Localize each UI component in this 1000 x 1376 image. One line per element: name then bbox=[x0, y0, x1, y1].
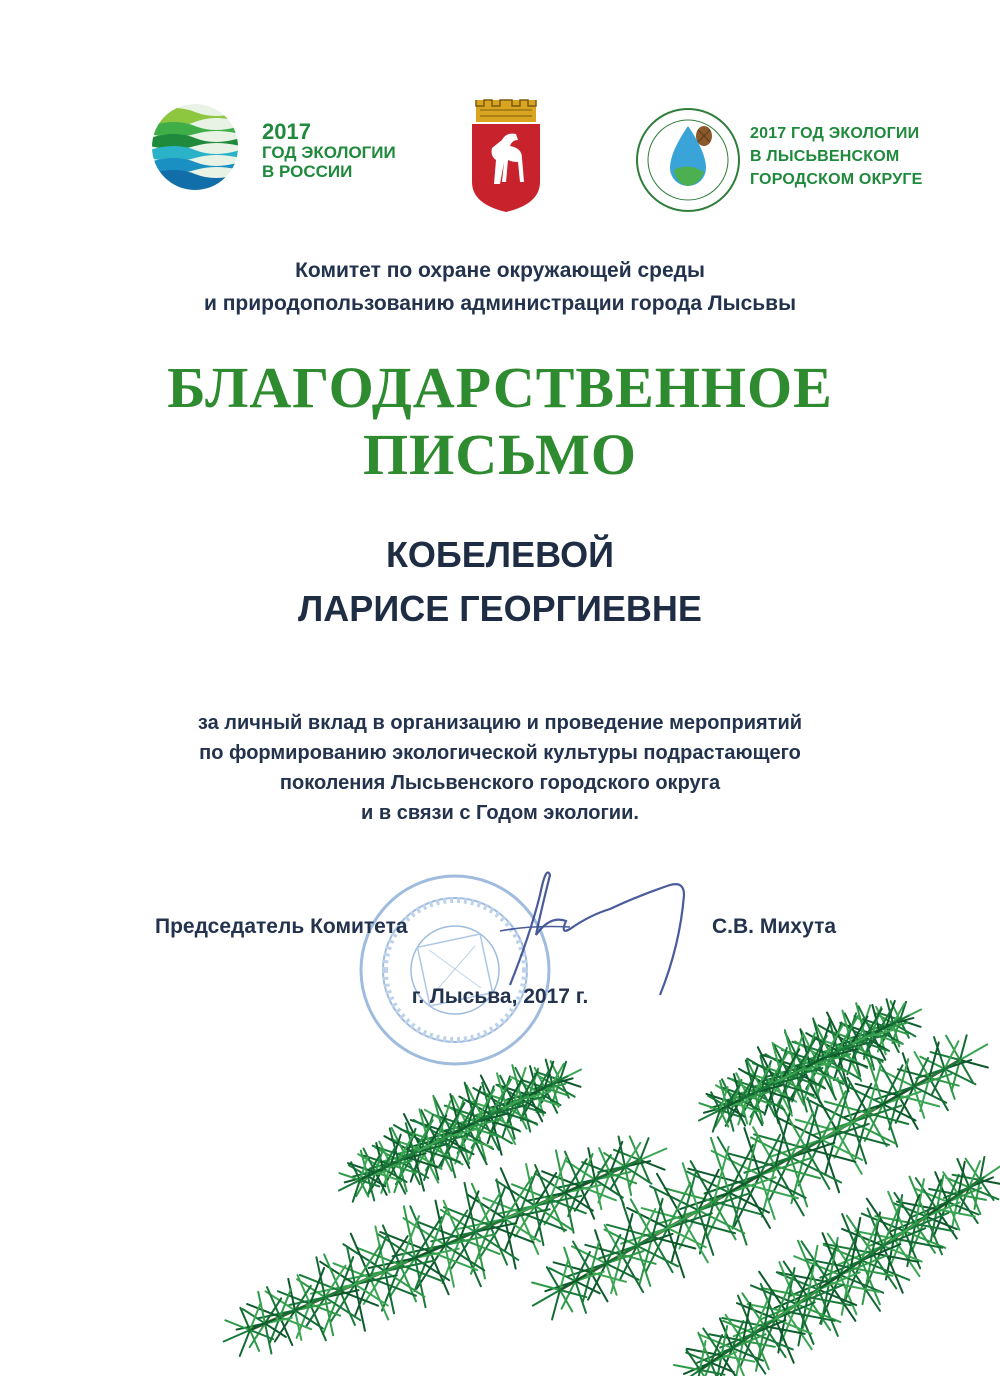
recipient-line1: КОБЕЛЕВОЙ bbox=[385, 534, 615, 575]
recipient-name bbox=[0, 528, 1000, 636]
reason-line4: и в связи с Годом экологии. bbox=[361, 802, 639, 824]
ecology-year-lysva-logo bbox=[634, 106, 954, 216]
letter-title bbox=[0, 355, 1000, 488]
handwritten-signature bbox=[470, 855, 700, 1005]
reason-line2: по формированию экологической культуры подрастающего bbox=[199, 742, 801, 764]
title-line1: БЛАГОДАРСТВЕННОЕ bbox=[167, 355, 833, 420]
right-logo-line2: В ЛЫСЬВЕНСКОМ bbox=[750, 148, 900, 166]
place-and-date: г. Лысьва, 2017 г. bbox=[411, 985, 589, 1008]
committee-line2: и природопользованию администрации города Лысьвы bbox=[203, 291, 797, 315]
signatory-name: С.В. Михута bbox=[712, 915, 837, 938]
committee-heading bbox=[0, 255, 1000, 320]
right-logo-line1: 2017 ГОД ЭКОЛОГИИ bbox=[750, 125, 920, 142]
committee-line1: Комитет по охране окружающей среды bbox=[295, 259, 705, 282]
wave-globe-icon bbox=[150, 102, 240, 192]
left-logo-line2: В РОССИИ bbox=[262, 161, 353, 181]
signatory-role: Председатель Комитета bbox=[155, 915, 408, 938]
award-reason bbox=[0, 708, 1000, 828]
ecology-year-russia-logo bbox=[150, 100, 410, 200]
left-logo-year: 2017 bbox=[262, 119, 311, 144]
reason-line3: поколения Лысьвенского городского округа bbox=[279, 772, 721, 794]
right-logo-line3: ГОРОДСКОМ ОКРУГЕ bbox=[750, 171, 923, 189]
reason-line1: за личный вклад в организацию и проведение мероприятий bbox=[197, 712, 803, 734]
title-line2: ПИСЬМО bbox=[363, 421, 637, 487]
left-logo-line1: ГОД ЭКОЛОГИИ bbox=[262, 143, 396, 163]
water-drop-pine-cone-icon bbox=[634, 106, 742, 214]
recipient-line2: ЛАРИСЕ ГЕОРГИЕВНЕ bbox=[298, 588, 702, 629]
horse-coat-of-arms-icon bbox=[466, 96, 546, 214]
